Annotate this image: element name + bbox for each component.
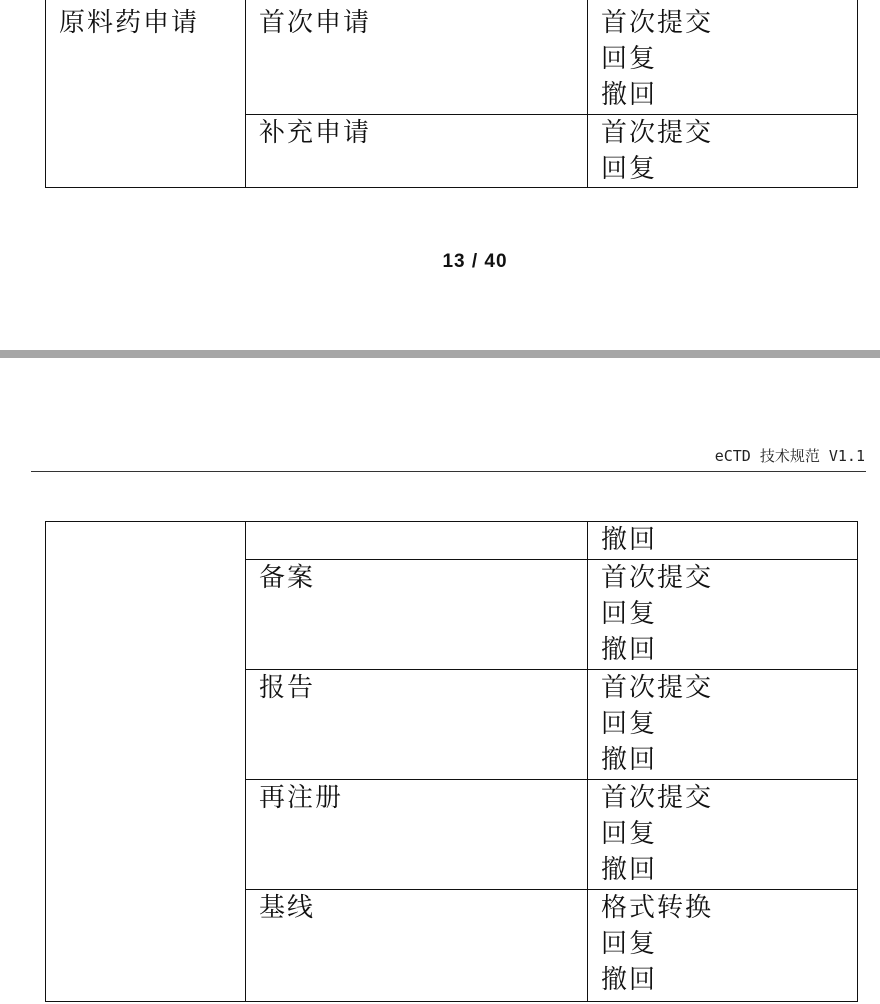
action-cell [588, 780, 858, 890]
action-label: 格式转换 [601, 893, 714, 923]
action-label: 撤回 [601, 965, 658, 995]
action-cell [588, 560, 858, 670]
action-label: 回复 [601, 929, 658, 959]
page-number: 13 / 40 [442, 251, 508, 272]
application-type-cell [246, 0, 588, 115]
action-label: 首次提交 [601, 783, 714, 813]
application-type-cell [246, 670, 588, 780]
running-header: eCTD 技术规范 V1.1 [714, 447, 865, 465]
action-label: 撤回 [601, 635, 658, 665]
action-label: 首次提交 [601, 118, 714, 148]
action-label: 首次提交 [601, 563, 714, 593]
action-label: 回复 [601, 819, 658, 849]
page-separator [0, 350, 880, 358]
application-type-cell [246, 522, 588, 560]
action-cell [588, 115, 858, 188]
action-label: 撤回 [601, 745, 658, 775]
application-type-label: 报告 [259, 673, 316, 703]
submission-type-table-top [45, 0, 858, 188]
application-type-cell [246, 560, 588, 670]
action-label: 撤回 [601, 525, 658, 555]
action-label: 首次提交 [601, 8, 714, 38]
page-14 [0, 358, 880, 1004]
action-cell [588, 522, 858, 560]
application-type-label: 补充申请 [259, 118, 372, 148]
action-label: 首次提交 [601, 673, 714, 703]
table-row [46, 0, 858, 115]
application-type-cell [246, 890, 588, 1002]
action-cell [588, 890, 858, 1002]
header-rule [31, 471, 866, 472]
application-type-label: 首次申请 [259, 8, 372, 38]
table-row [46, 522, 858, 560]
category-cell-continued [46, 522, 246, 1002]
page-13 [0, 0, 880, 350]
submission-type-table-bottom [45, 521, 858, 1002]
action-cell [588, 670, 858, 780]
application-type-label: 再注册 [259, 783, 344, 813]
action-label: 撤回 [601, 855, 658, 885]
application-type-label: 基线 [259, 893, 316, 923]
action-label: 回复 [601, 44, 658, 74]
application-type-cell [246, 780, 588, 890]
action-label: 撤回 [601, 80, 658, 110]
category-cell [46, 0, 246, 188]
action-label: 回复 [601, 709, 658, 739]
action-label: 回复 [601, 154, 658, 184]
action-label: 回复 [601, 599, 658, 629]
application-type-cell [246, 115, 588, 188]
application-type-label: 备案 [259, 563, 316, 593]
action-cell [588, 0, 858, 115]
category-label: 原料药申请 [59, 8, 200, 38]
